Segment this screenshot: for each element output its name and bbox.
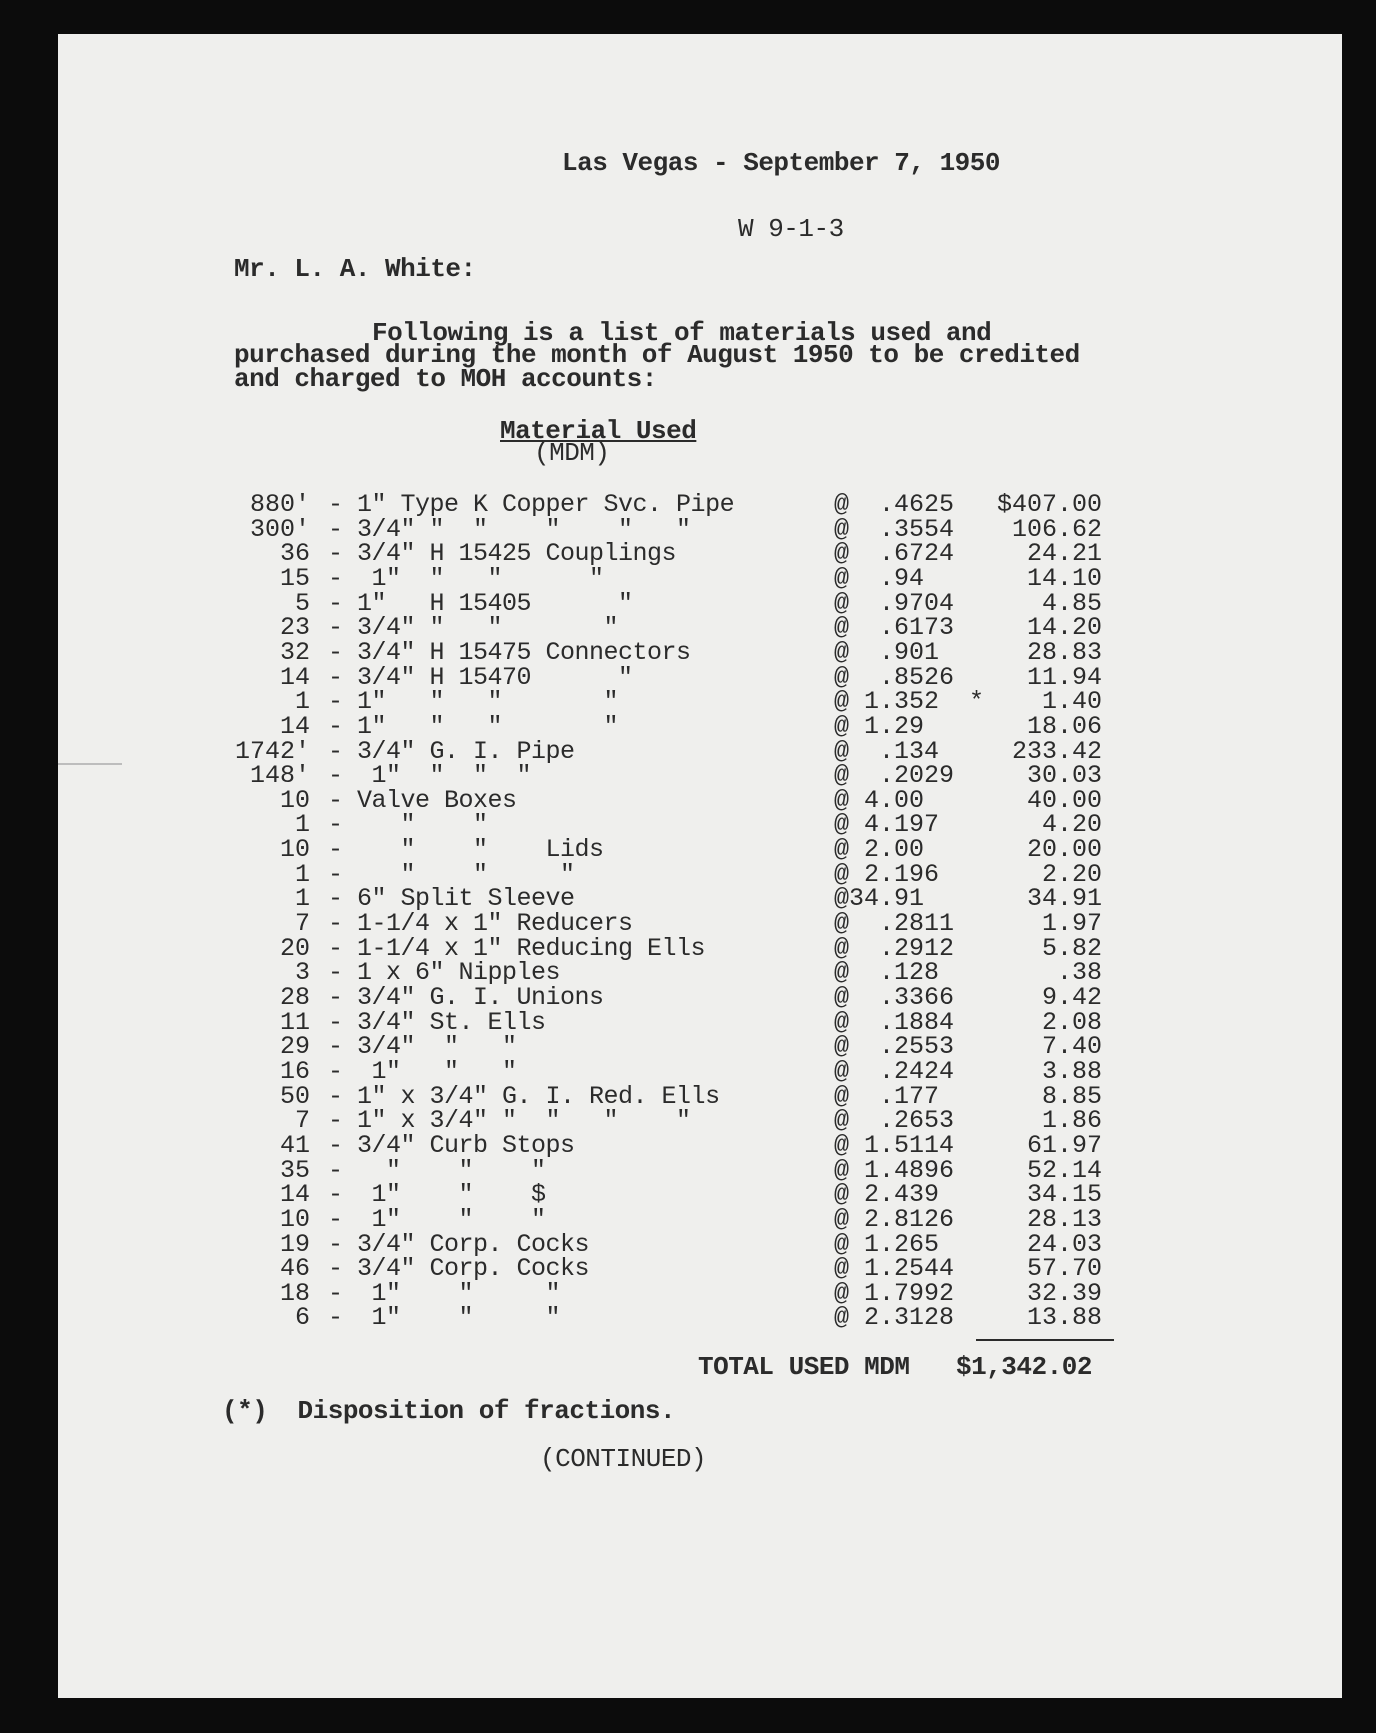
item-quantity: 35	[279, 1156, 310, 1185]
item-description: - 3/4" H 15470 "	[328, 663, 633, 692]
item-amount: 11.94	[1026, 663, 1102, 692]
material-row	[58, 1032, 1342, 1061]
item-quantity: 7	[294, 1106, 310, 1135]
material-row	[58, 1082, 1342, 1111]
item-amount: 13.88	[1026, 1303, 1102, 1332]
item-amount: 24.03	[1026, 1230, 1102, 1259]
material-row	[58, 1279, 1342, 1308]
item-quantity: 10	[279, 1205, 310, 1234]
item-description: - 1" x 3/4" G. I. Red. Ells	[328, 1082, 720, 1111]
material-row	[58, 564, 1342, 593]
item-rate: @ .9704	[834, 589, 955, 618]
material-row	[58, 761, 1342, 790]
item-rate: @ 2.8126	[834, 1205, 955, 1234]
total-rule	[976, 1339, 1114, 1341]
salutation: Mr. L. A. White:	[234, 254, 476, 284]
item-rate: @ .2811	[834, 909, 955, 938]
item-rate: @ 2.3128	[834, 1303, 955, 1332]
item-description: - 1" x 3/4" " " " "	[328, 1106, 691, 1135]
item-amount: 106.62	[1011, 515, 1102, 544]
item-amount: 24.21	[1026, 539, 1102, 568]
item-rate: @ 2.00	[834, 835, 925, 864]
item-rate: @ .2553	[834, 1032, 955, 1061]
item-rate: @ .3554	[834, 515, 955, 544]
body-line-3: and charged to MOH accounts:	[234, 364, 657, 394]
item-quantity: 5	[294, 589, 310, 618]
item-rate: @ .1884	[834, 1008, 955, 1037]
reference-code: W 9-1-3	[738, 214, 844, 244]
item-quantity: 32	[279, 638, 310, 667]
item-quantity: 14	[279, 663, 310, 692]
item-quantity: 23	[279, 613, 310, 642]
material-row	[58, 1303, 1342, 1332]
place-date: Las Vegas - September 7, 1950	[562, 148, 1000, 178]
item-rate: @ .3366	[834, 983, 955, 1012]
item-quantity: 29	[279, 1032, 310, 1061]
item-quantity: 19	[279, 1230, 310, 1259]
item-amount: 5.82	[1041, 934, 1102, 963]
material-row	[58, 860, 1342, 889]
material-row	[58, 490, 1342, 519]
material-row	[58, 589, 1342, 618]
material-row	[58, 786, 1342, 815]
item-rate: @ 4.00	[834, 786, 925, 815]
item-description: - " " "	[328, 1156, 546, 1185]
item-rate: @ .2912	[834, 934, 955, 963]
item-description: - 1" " " "	[328, 687, 619, 716]
material-row	[58, 909, 1342, 938]
item-quantity: 14	[279, 1180, 310, 1209]
item-rate: @ 1.2544	[834, 1254, 955, 1283]
item-rate: @34.91	[834, 884, 925, 913]
item-quantity: 50	[279, 1082, 310, 1111]
item-rate: @ .2653	[834, 1106, 955, 1135]
item-amount: 61.97	[1026, 1131, 1102, 1160]
material-row	[58, 539, 1342, 568]
item-rate: @ .8526	[834, 663, 955, 692]
item-description: - 1" " "	[328, 1279, 561, 1308]
material-row	[58, 1131, 1342, 1160]
total-label: TOTAL USED MDM	[698, 1352, 910, 1382]
item-description: - 1" " " "	[328, 564, 604, 593]
item-description: - 1-1/4 x 1" Reducers	[328, 909, 633, 938]
item-description: - " " "	[328, 860, 575, 889]
material-row	[58, 1008, 1342, 1037]
item-quantity: 1	[294, 687, 310, 716]
item-amount: 9.42	[1041, 983, 1102, 1012]
item-quantity: 300'	[249, 515, 310, 544]
item-amount: 3.88	[1041, 1057, 1102, 1086]
material-row	[58, 663, 1342, 692]
item-amount: 14.20	[1026, 613, 1102, 642]
item-rate: @ .6724	[834, 539, 955, 568]
item-quantity: 41	[279, 1131, 310, 1160]
item-quantity: 46	[279, 1254, 310, 1283]
item-rate: @ .134	[834, 737, 940, 766]
material-row	[58, 1057, 1342, 1086]
item-amount: 28.13	[1026, 1205, 1102, 1234]
material-row	[58, 613, 1342, 642]
item-quantity: 1	[294, 810, 310, 839]
item-rate: @ 1.29	[834, 712, 925, 741]
item-description: - 3/4" G. I. Pipe	[328, 737, 575, 766]
item-amount: 34.91	[1026, 884, 1102, 913]
material-row	[58, 515, 1342, 544]
item-amount: 40.00	[1026, 786, 1102, 815]
material-row	[58, 1254, 1342, 1283]
item-description: - 3/4" Curb Stops	[328, 1131, 575, 1160]
item-rate: @ .177	[834, 1082, 940, 1111]
item-description: - 3/4" " "	[328, 1032, 517, 1061]
item-amount: 52.14	[1026, 1156, 1102, 1185]
item-description: - 3/4" Corp. Cocks	[328, 1230, 590, 1259]
item-amount: 1.97	[1041, 909, 1102, 938]
item-quantity: 14	[279, 712, 310, 741]
item-rate: @ .128	[834, 958, 940, 987]
item-quantity: 880'	[249, 490, 310, 519]
item-amount: 7.40	[1041, 1032, 1102, 1061]
item-amount: 2.20	[1041, 860, 1102, 889]
material-row	[58, 1156, 1342, 1185]
material-row	[58, 884, 1342, 913]
item-description: - 6" Split Sleeve	[328, 884, 575, 913]
item-quantity: 1	[294, 884, 310, 913]
item-amount: 1.86	[1041, 1106, 1102, 1135]
material-row	[58, 687, 1342, 716]
item-quantity: 148'	[249, 761, 310, 790]
material-row	[58, 1205, 1342, 1234]
item-rate: @ .4625	[834, 490, 955, 519]
item-amount: 32.39	[1026, 1279, 1102, 1308]
item-quantity: 11	[279, 1008, 310, 1037]
item-description: - 3/4" H 15475 Connectors	[328, 638, 691, 667]
document-page	[58, 34, 1342, 1698]
material-row	[58, 1180, 1342, 1209]
item-rate: @ .94	[834, 564, 925, 593]
item-rate: @ 1.4896	[834, 1156, 955, 1185]
item-amount: 4.85	[1041, 589, 1102, 618]
item-description: - 1" " "	[328, 1303, 561, 1332]
item-description: - 3/4" G. I. Unions	[328, 983, 604, 1012]
material-row	[58, 810, 1342, 839]
item-amount: $407.00	[996, 490, 1102, 519]
body-line-2: purchased during the month of August 1950 to be credited	[234, 340, 1080, 370]
item-amount: 233.42	[1011, 737, 1102, 766]
item-amount: 8.85	[1041, 1082, 1102, 1111]
material-row	[58, 737, 1342, 766]
item-rate: @ 2.196	[834, 860, 940, 889]
item-description: - 1" " "	[328, 1205, 546, 1234]
item-amount: 30.03	[1026, 761, 1102, 790]
item-description: - " "	[328, 810, 488, 839]
item-rate: @ .6173	[834, 613, 955, 642]
material-row	[58, 638, 1342, 667]
item-description: - 1" " " "	[328, 761, 532, 790]
item-rate: @ .901	[834, 638, 940, 667]
item-rate: @ 4.197	[834, 810, 940, 839]
item-quantity: 3	[294, 958, 310, 987]
footnote: (*) Disposition of fractions.	[222, 1396, 676, 1426]
section-subtitle: (MDM)	[534, 438, 610, 468]
item-description: - 1 x 6" Nipples	[328, 958, 561, 987]
material-row	[58, 712, 1342, 741]
item-quantity: 20	[279, 934, 310, 963]
item-description: - 3/4" St. Ells	[328, 1008, 546, 1037]
item-amount: 14.10	[1026, 564, 1102, 593]
section-title: Material Used	[500, 416, 697, 446]
item-amount: 4.20	[1041, 810, 1102, 839]
item-amount: 28.83	[1026, 638, 1102, 667]
item-description: - " " Lids	[328, 835, 604, 864]
item-rate: @ 1.5114	[834, 1131, 955, 1160]
item-quantity: 6	[294, 1303, 310, 1332]
body-line-1: Following is a list of materials used and	[372, 318, 992, 348]
item-amount: 20.00	[1026, 835, 1102, 864]
material-row	[58, 983, 1342, 1012]
item-amount: 57.70	[1026, 1254, 1102, 1283]
material-row	[58, 934, 1342, 963]
item-quantity: 10	[279, 786, 310, 815]
item-description: - 1" Type K Copper Svc. Pipe	[328, 490, 735, 519]
item-quantity: 1742'	[234, 737, 310, 766]
material-row	[58, 1106, 1342, 1135]
item-quantity: 15	[279, 564, 310, 593]
item-amount: 2.08	[1041, 1008, 1102, 1037]
item-quantity: 7	[294, 909, 310, 938]
item-rate: @ 1.352 *	[834, 687, 985, 716]
item-description: - 3/4" Corp. Cocks	[328, 1254, 590, 1283]
item-description: - 3/4" " " "	[328, 613, 619, 642]
material-row	[58, 958, 1342, 987]
item-rate: @ 1.7992	[834, 1279, 955, 1308]
item-rate: @ 2.439	[834, 1180, 940, 1209]
item-description: - 1" " "	[328, 1057, 517, 1086]
item-quantity: 28	[279, 983, 310, 1012]
continued-note: (CONTINUED)	[540, 1444, 707, 1474]
item-rate: @ .2424	[834, 1057, 955, 1086]
item-amount: 34.15	[1026, 1180, 1102, 1209]
item-amount: 1.40	[1041, 687, 1102, 716]
item-quantity: 36	[279, 539, 310, 568]
item-amount: 18.06	[1026, 712, 1102, 741]
item-rate: @ 1.265	[834, 1230, 940, 1259]
item-amount: .38	[1056, 958, 1102, 987]
item-quantity: 18	[279, 1279, 310, 1308]
item-rate: @ .2029	[834, 761, 955, 790]
material-row	[58, 1230, 1342, 1259]
item-quantity: 16	[279, 1057, 310, 1086]
item-quantity: 10	[279, 835, 310, 864]
item-description: - 1" " $	[328, 1180, 546, 1209]
item-description: - 1" " " "	[328, 712, 619, 741]
total-amount: $1,342.02	[956, 1352, 1092, 1382]
item-quantity: 1	[294, 860, 310, 889]
item-description: - Valve Boxes	[328, 786, 517, 815]
item-description: - 1-1/4 x 1" Reducing Ells	[328, 934, 706, 963]
item-description: - 1" H 15405 "	[328, 589, 633, 618]
item-description: - 3/4" " " " " "	[328, 515, 691, 544]
item-description: - 3/4" H 15425 Couplings	[328, 539, 677, 568]
material-row	[58, 835, 1342, 864]
